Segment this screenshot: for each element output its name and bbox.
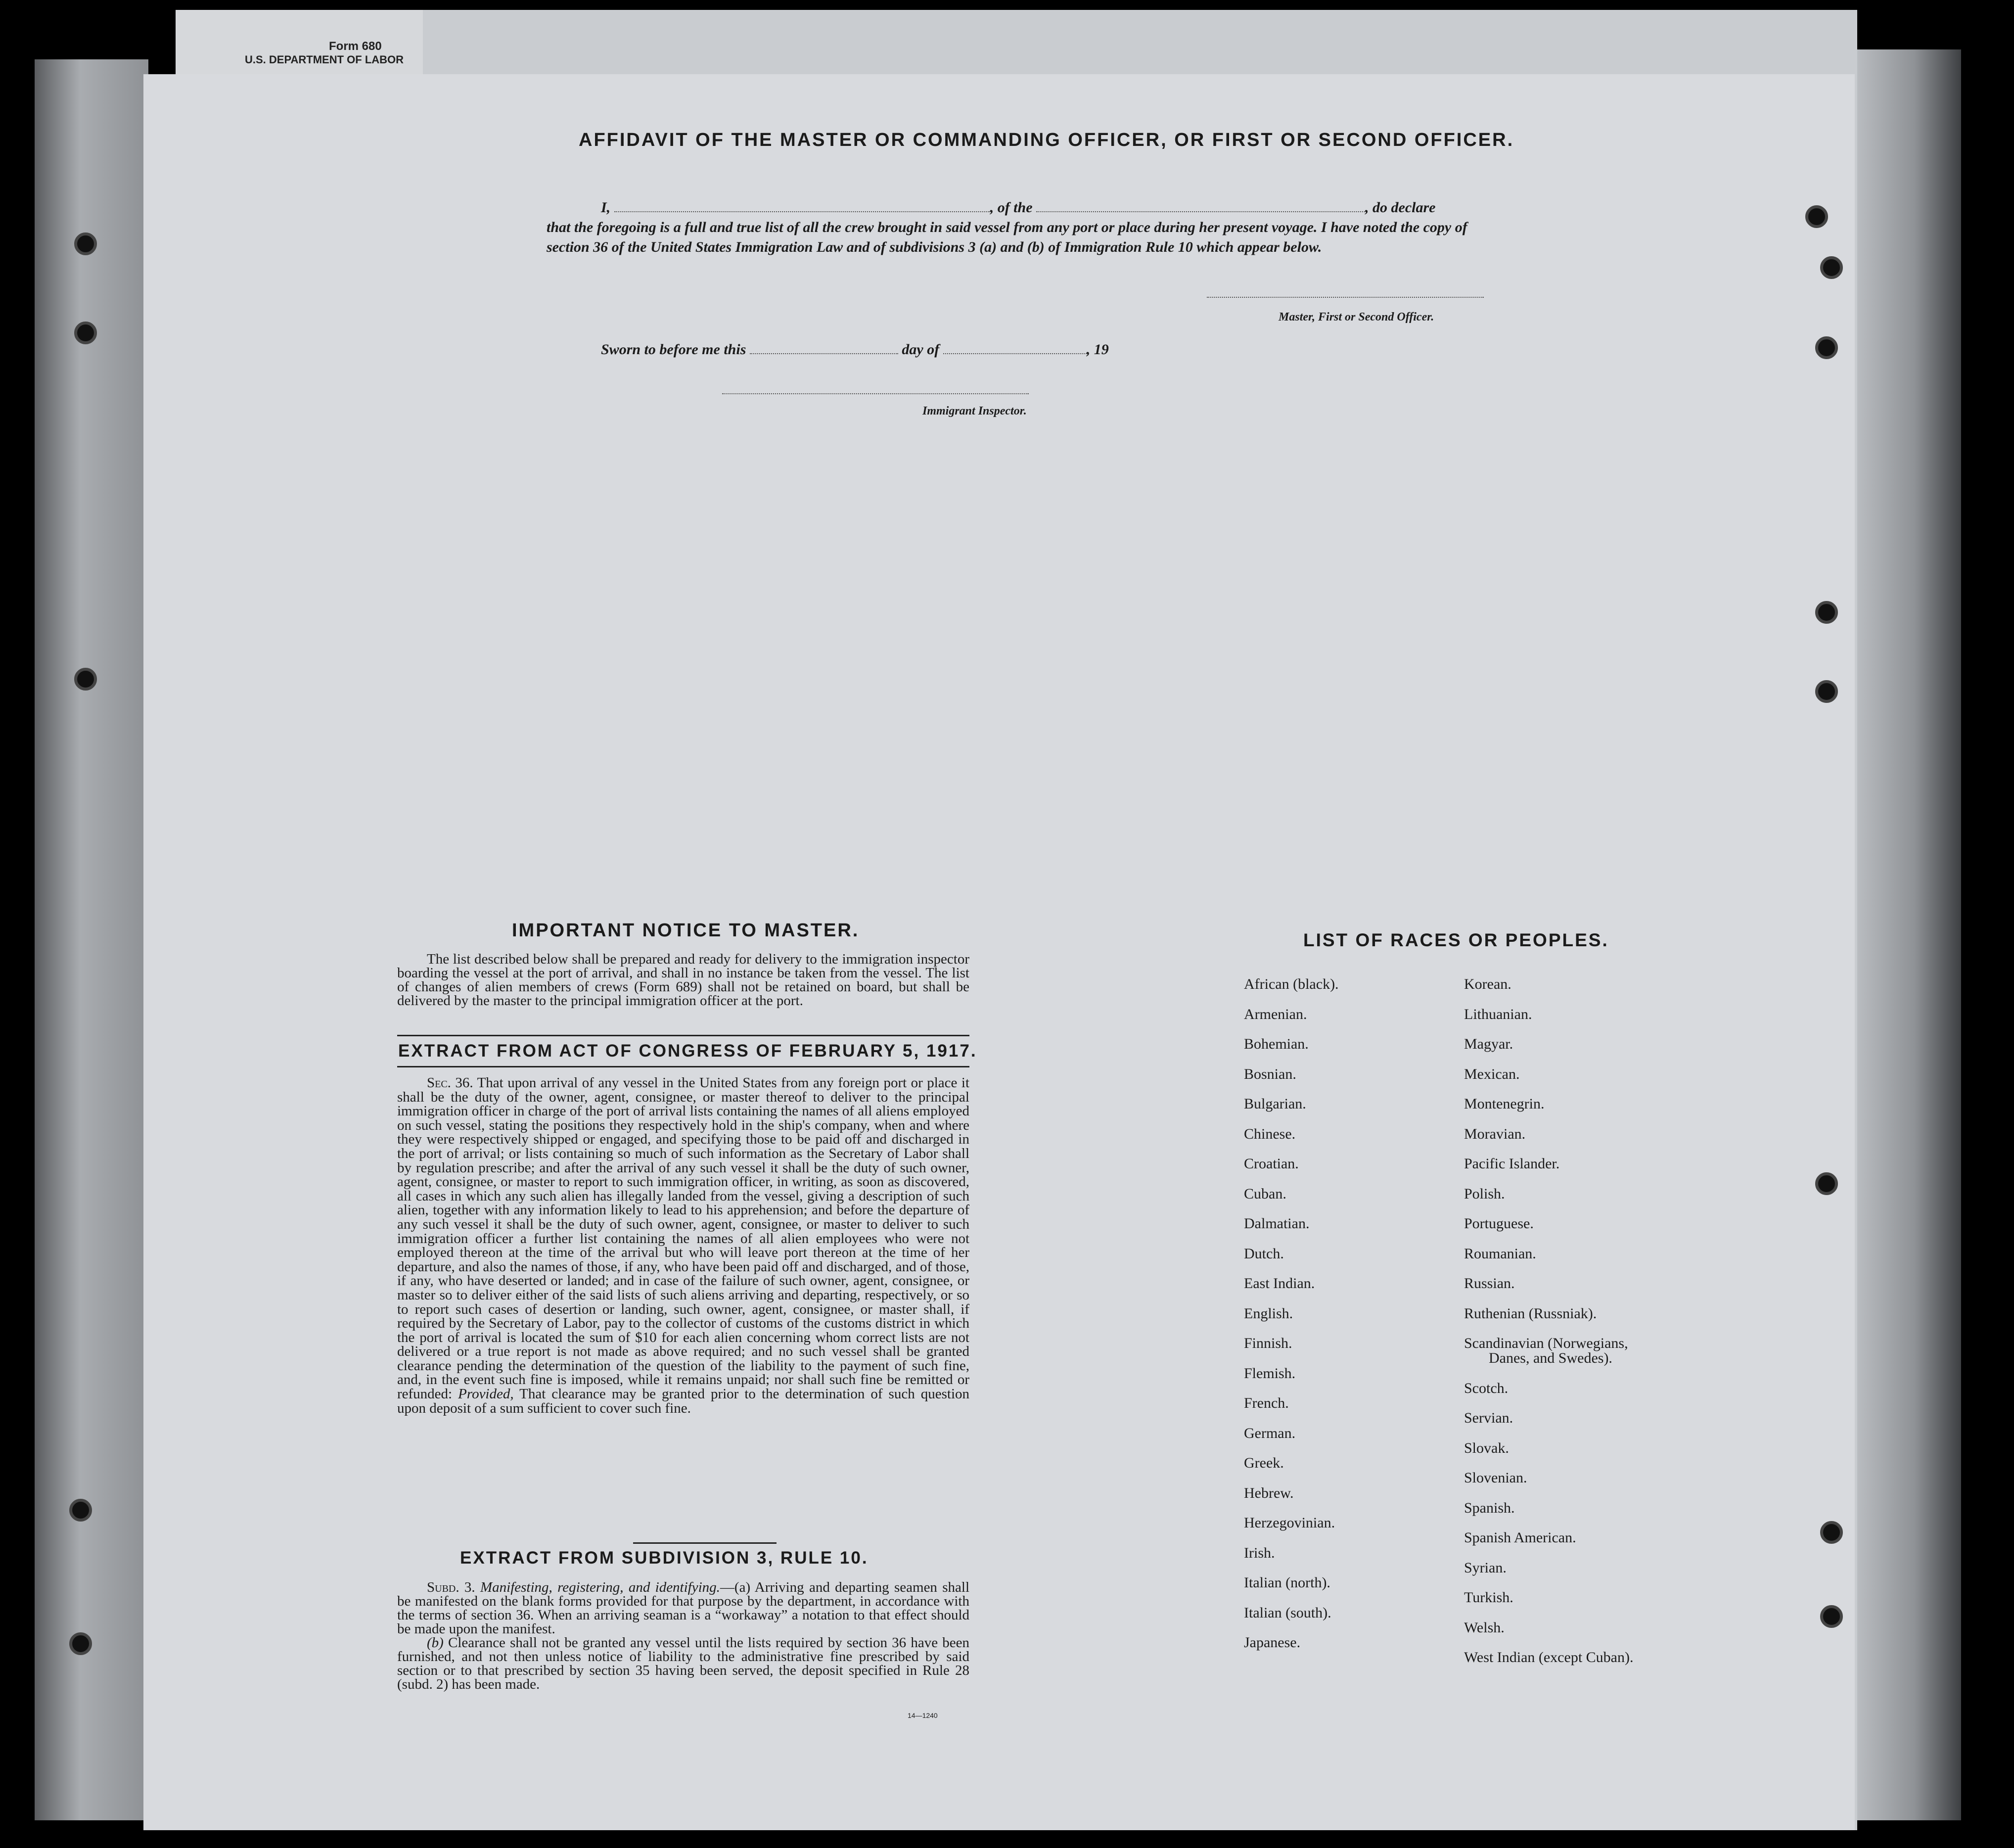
form-number: Form 680 xyxy=(329,40,382,53)
subdivision-3-text xyxy=(397,1580,969,1691)
race-item: Greek. xyxy=(1244,1455,1284,1471)
race-item: Russian. xyxy=(1464,1275,1515,1292)
race-item: Hebrew. xyxy=(1244,1484,1294,1501)
punch-hole xyxy=(1815,680,1838,703)
form-tab xyxy=(176,10,423,79)
race-item: Bulgarian. xyxy=(1244,1096,1306,1112)
race-item: Mexican. xyxy=(1464,1065,1520,1082)
subd-label: Subd. 3. xyxy=(427,1579,475,1595)
race-item: Finnish. xyxy=(1244,1335,1292,1351)
race-item: Armenian. xyxy=(1244,1006,1307,1022)
race-item: Italian (north). xyxy=(1244,1574,1330,1591)
punch-hole xyxy=(74,232,97,255)
divider xyxy=(633,1542,777,1544)
race-item: Turkish. xyxy=(1464,1589,1513,1606)
sworn-line xyxy=(601,341,1109,358)
sworn-prefix: Sworn to before me this xyxy=(601,341,746,358)
race-item: Korean. xyxy=(1464,976,1511,992)
race-item: Croatian. xyxy=(1244,1155,1299,1172)
race-item: Portuguese. xyxy=(1464,1215,1534,1232)
month-blank xyxy=(943,353,1087,354)
race-item: Magyar. xyxy=(1464,1036,1513,1052)
section-label: Sec. 36. xyxy=(427,1075,473,1091)
race-item: Irish. xyxy=(1244,1544,1275,1561)
punch-hole xyxy=(1815,336,1838,359)
affidavit-of-the: , of the xyxy=(990,199,1033,216)
provided-word: Provided, xyxy=(458,1386,514,1402)
section-36-body: That upon arrival of any vessel in the United States from any foreign port or place it shall be the duty of the owner, agent, consignee, or master thereof to deliver to the principal immigration officer in charge of the port of arrival lists containing the names of all aliens employed on such vessel, stating the positions they respectively hold in the ship's company, when and where they were respectively shipped or engaged, and specifying those to be paid off and discharged in the port of arrival; or lists containing so much of such information as the Secretary of Labor shall by regulation prescribe; and after the arrival of any such vessel it shall be the duty of such owner, agent, consignee, or master to report to such immigration officer, in writing, as soon as discovered, all cases in which any such alien has illegally landed from the vessel, giving a description of such alien, together with any information likely to lead to his apprehension; and before the departure of any such vessel it shall be the duty of such owner, agent, consignee, or master to deliver to such immigration officer a further list containing the names of all alien employees who were not employed thereon at the time of the arrival but who will leave port thereon at the time of her departure, and also the names of those, if any, who have been paid off and discharged, and of those, if any, who have deserted or landed; and in case of the failure of such owner, agent, consignee, or master so to deliver either of the said lists of such aliens arriving and departing, respectively, or so to report such cases of desertion or landing, such owner, agent, consignee, or master shall, if required by the Secretary of Labor, pay to the collector of customs of the customs district in which the port of arrival is located the sum of $10 for each alien concerning whom correct lists are not delivered or a true report is not made as above required; and no such vessel shall be granted clearance pending the determination of the question of the liability to the payment of such fine, and, in the event such fine is imposed, while it remains unpaid; nor shall such fine be remitted or refunded: xyxy=(397,1075,970,1402)
signature-label: Master, First or Second Officer. xyxy=(1279,311,1434,323)
notice-text xyxy=(397,952,969,1008)
extract-rule-title: EXTRACT FROM SUBDIVISION 3, RULE 10. xyxy=(460,1548,869,1568)
race-item: Cuban. xyxy=(1244,1185,1286,1202)
race-item: Dalmatian. xyxy=(1244,1215,1310,1232)
race-item: Flemish. xyxy=(1244,1365,1296,1382)
race-item: Spanish American. xyxy=(1464,1529,1576,1546)
punch-hole xyxy=(74,322,97,344)
punch-hole xyxy=(74,668,97,691)
race-item: African (black). xyxy=(1244,976,1339,992)
sworn-day-of: day of xyxy=(902,341,940,358)
vessel-blank xyxy=(1036,211,1365,212)
department-label: U.S. DEPARTMENT OF LABOR xyxy=(245,53,404,66)
notice-paragraph: The list described below shall be prepared and ready for delivery to the immigration inspector boarding the vessel at the port of arrival, and shall in no instance be taken from the vessel. The list of changes of alien members of crews (Form 689) shall not be retained on board, but shall be delivered by the master to the principal immigration officer at the port. xyxy=(397,951,969,1009)
race-item: Danes, and Swedes). xyxy=(1489,1350,1612,1366)
affidavit-text: that the foregoing is a full and true list of all the crew brought in said vessel from any port or place during her present voyage. I have noted the copy of section 36 of the United States Immigration Law and of subdivisions 3 (a) and (b) of Immigration Rule 10 which appear below. xyxy=(547,219,1467,255)
affidavit-title: AFFIDAVIT OF THE MASTER OR COMMANDING OFFICER, OR FIRST OR SECOND OFFICER. xyxy=(579,130,1514,150)
race-item: West Indian (except Cuban). xyxy=(1464,1649,1634,1665)
race-item: Dutch. xyxy=(1244,1245,1284,1262)
race-item: Scandinavian (Norwegians, xyxy=(1464,1335,1628,1351)
punch-hole xyxy=(1815,1172,1838,1195)
section-36-text xyxy=(397,1076,969,1415)
subd-heading: Manifesting, registering, and identifying. xyxy=(480,1579,720,1595)
race-item: Bosnian. xyxy=(1244,1065,1296,1082)
race-item: Spanish. xyxy=(1464,1499,1515,1516)
affidavit-declare: , do declare xyxy=(1365,199,1436,216)
subd-para-b: Clearance shall not be granted any vessel until the lists required by section 36 have been furnished, and not then unless notice of liability to the administrative fine prescribed by said section or to that prescribed by section 35 having been served, the deposit specified in Rule 28 (subd. 2) has been made. xyxy=(397,1635,970,1692)
race-item: Chinese. xyxy=(1244,1125,1296,1142)
race-item: German. xyxy=(1244,1425,1296,1441)
punch-hole xyxy=(1815,601,1838,624)
punch-hole xyxy=(69,1499,92,1522)
race-item: French. xyxy=(1244,1395,1289,1411)
races-right-column xyxy=(1464,977,1633,1680)
race-item: Ruthenian (Russniak). xyxy=(1464,1305,1597,1322)
punch-hole xyxy=(1805,205,1828,228)
page-edge xyxy=(1857,49,1961,1820)
para-b-label: (b) xyxy=(427,1635,444,1651)
race-item: Syrian. xyxy=(1464,1559,1507,1576)
race-item: Lithuanian. xyxy=(1464,1006,1532,1022)
form-code: 14—1240 xyxy=(908,1711,938,1719)
signature-blank xyxy=(1207,297,1484,298)
punch-hole xyxy=(1820,1521,1843,1544)
race-item: Scotch. xyxy=(1464,1380,1509,1396)
race-item: Slovenian. xyxy=(1464,1470,1527,1486)
races-title: LIST OF RACES OR PEOPLES. xyxy=(1303,930,1609,950)
sworn-year: , 19 xyxy=(1086,341,1109,358)
punch-hole xyxy=(1820,1605,1843,1628)
notice-title: IMPORTANT NOTICE TO MASTER. xyxy=(512,920,860,941)
race-item: Pacific Islander. xyxy=(1464,1155,1560,1172)
punch-hole xyxy=(69,1632,92,1655)
inspector-label: Immigrant Inspector. xyxy=(922,405,1027,417)
race-item: English. xyxy=(1244,1305,1293,1322)
race-item: Moravian. xyxy=(1464,1125,1526,1142)
day-blank xyxy=(750,353,898,354)
race-item: Bohemian. xyxy=(1244,1036,1309,1052)
race-item: Polish. xyxy=(1464,1185,1505,1202)
divider xyxy=(397,1035,969,1036)
races-left-column xyxy=(1244,977,1339,1665)
affidavit-body xyxy=(547,198,1501,257)
race-item: Slovak. xyxy=(1464,1439,1509,1456)
extract-act-title: EXTRACT FROM ACT OF CONGRESS OF FEBRUARY 5, 1917. xyxy=(398,1041,977,1061)
race-item: Roumanian. xyxy=(1464,1245,1536,1262)
affidavit-i: I, xyxy=(601,199,611,216)
divider xyxy=(397,1066,969,1067)
race-item: Italian (south). xyxy=(1244,1604,1331,1621)
race-item: Montenegrin. xyxy=(1464,1096,1545,1112)
subd-para-a: —(a) Arriving and departing seamen shall be manifested on the blank forms provided for that purpose by the department, in accordance with the terms of section 36. When an arriving seaman is a “workaway” a notation to that effect should be made upon the manifest. xyxy=(397,1579,970,1637)
race-item: East Indian. xyxy=(1244,1275,1315,1292)
name-blank xyxy=(614,211,990,212)
section-36-end: That clearance may be granted prior to the determination of such question upon deposit of a sum sufficient to cover such fine. xyxy=(397,1386,969,1416)
race-item: Japanese. xyxy=(1244,1634,1301,1651)
race-item: Welsh. xyxy=(1464,1619,1505,1636)
race-item: Herzegovinian. xyxy=(1244,1515,1335,1531)
inspector-blank xyxy=(722,393,1029,394)
punch-hole xyxy=(1820,256,1843,279)
race-item: Servian. xyxy=(1464,1410,1513,1426)
